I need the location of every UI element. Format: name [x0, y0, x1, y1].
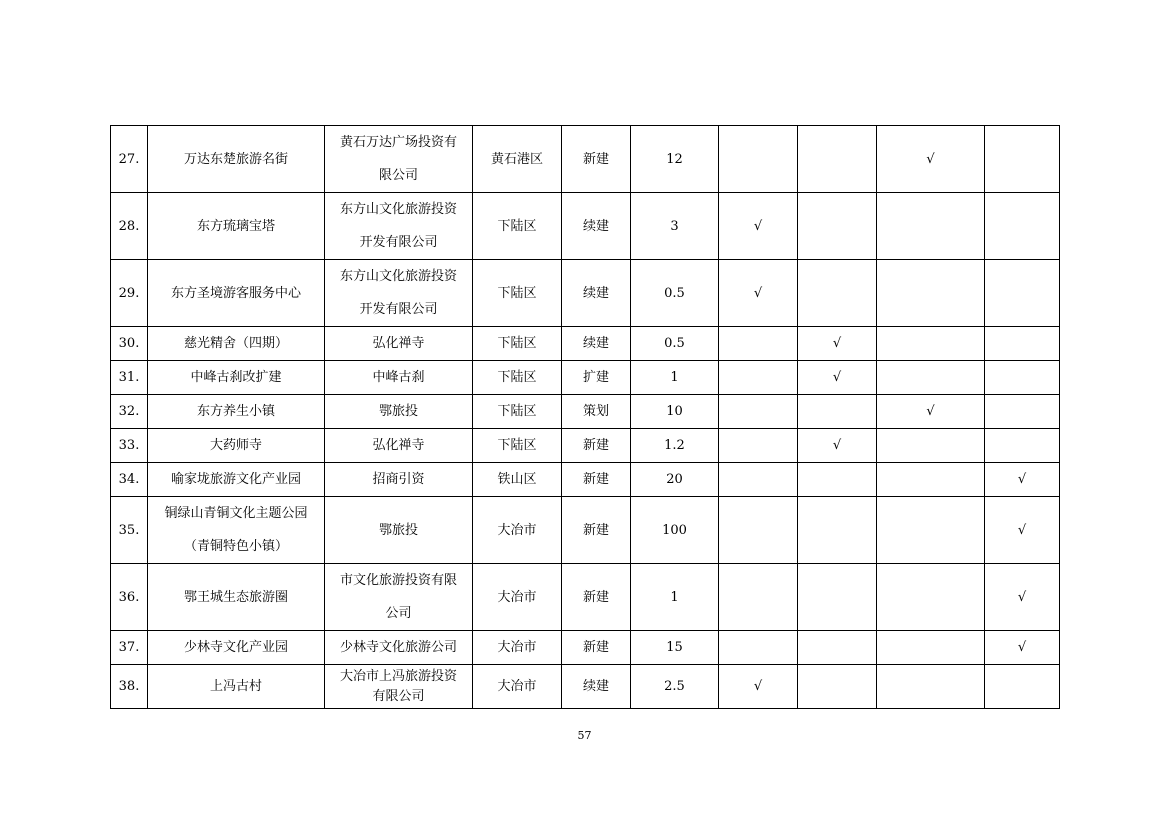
build-type-cell: 新建 — [562, 631, 631, 665]
mark-col-1-cell: √ — [719, 665, 798, 709]
mark-col-3-cell — [877, 665, 985, 709]
mark-col-2-cell: √ — [798, 327, 877, 361]
mark-col-4-cell — [985, 665, 1060, 709]
district-cell: 铁山区 — [473, 463, 562, 497]
mark-col-4-cell — [985, 327, 1060, 361]
mark-col-4-cell — [985, 395, 1060, 429]
row-number-cell: 36. — [111, 564, 148, 631]
project-name-cell: 东方琉璃宝塔 — [148, 193, 325, 260]
project-name-cell: 大药师寺 — [148, 429, 325, 463]
investment-cell: 1.2 — [631, 429, 719, 463]
mark-col-3-cell — [877, 497, 985, 564]
owner-company-cell: 招商引资 — [325, 463, 473, 497]
investment-cell: 1 — [631, 361, 719, 395]
district-cell: 下陆区 — [473, 193, 562, 260]
investment-cell: 3 — [631, 193, 719, 260]
mark-col-3-cell — [877, 193, 985, 260]
mark-col-3-cell — [877, 429, 985, 463]
mark-col-1-cell — [719, 361, 798, 395]
project-name-cell: 中峰古刹改扩建 — [148, 361, 325, 395]
district-cell: 黄石港区 — [473, 126, 562, 193]
table-body — [111, 126, 1060, 709]
project-name-cell: 万达东楚旅游名街 — [148, 126, 325, 193]
project-name-cell: 铜绿山青铜文化主题公园 （青铜特色小镇） — [148, 497, 325, 564]
table-row — [111, 463, 1060, 497]
mark-col-2-cell: √ — [798, 361, 877, 395]
mark-col-4-cell: √ — [985, 497, 1060, 564]
row-number-cell: 37. — [111, 631, 148, 665]
mark-col-1-cell: √ — [719, 193, 798, 260]
mark-col-4-cell — [985, 193, 1060, 260]
owner-company-cell: 东方山文化旅游投资 开发有限公司 — [325, 260, 473, 327]
investment-cell: 1 — [631, 564, 719, 631]
row-number-cell: 33. — [111, 429, 148, 463]
owner-company-cell: 鄂旅投 — [325, 395, 473, 429]
mark-col-1-cell — [719, 497, 798, 564]
mark-col-1-cell — [719, 564, 798, 631]
mark-col-4-cell — [985, 260, 1060, 327]
mark-col-3-cell — [877, 260, 985, 327]
owner-company-cell: 弘化禅寺 — [325, 429, 473, 463]
table-row — [111, 327, 1060, 361]
owner-company-cell: 东方山文化旅游投资 开发有限公司 — [325, 193, 473, 260]
row-number-cell: 29. — [111, 260, 148, 327]
mark-col-2-cell — [798, 631, 877, 665]
row-number-cell: 28. — [111, 193, 148, 260]
table-row — [111, 361, 1060, 395]
investment-cell: 0.5 — [631, 260, 719, 327]
owner-company-cell: 弘化禅寺 — [325, 327, 473, 361]
build-type-cell: 新建 — [562, 429, 631, 463]
mark-col-3-cell — [877, 463, 985, 497]
mark-col-4-cell: √ — [985, 631, 1060, 665]
mark-col-3-cell — [877, 631, 985, 665]
row-number-cell: 31. — [111, 361, 148, 395]
mark-col-4-cell — [985, 361, 1060, 395]
investment-cell: 10 — [631, 395, 719, 429]
mark-col-2-cell — [798, 193, 877, 260]
table-row — [111, 665, 1060, 709]
district-cell: 下陆区 — [473, 260, 562, 327]
owner-company-cell: 少林寺文化旅游公司 — [325, 631, 473, 665]
mark-col-3-cell — [877, 564, 985, 631]
table-row — [111, 260, 1060, 327]
mark-col-2-cell — [798, 665, 877, 709]
project-name-cell: 少林寺文化产业园 — [148, 631, 325, 665]
build-type-cell: 续建 — [562, 260, 631, 327]
mark-col-1-cell — [719, 327, 798, 361]
build-type-cell: 新建 — [562, 497, 631, 564]
mark-col-2-cell — [798, 395, 877, 429]
build-type-cell: 续建 — [562, 327, 631, 361]
mark-col-4-cell — [985, 429, 1060, 463]
table-row — [111, 193, 1060, 260]
owner-company-cell: 大冶市上冯旅游投资 有限公司 — [325, 665, 473, 709]
table-row — [111, 395, 1060, 429]
build-type-cell: 新建 — [562, 126, 631, 193]
project-name-cell: 慈光精舍（四期） — [148, 327, 325, 361]
mark-col-2-cell — [798, 564, 877, 631]
build-type-cell: 新建 — [562, 564, 631, 631]
row-number-cell: 38. — [111, 665, 148, 709]
build-type-cell: 续建 — [562, 193, 631, 260]
mark-col-2-cell — [798, 463, 877, 497]
district-cell: 大冶市 — [473, 564, 562, 631]
owner-company-cell: 黄石万达广场投资有 限公司 — [325, 126, 473, 193]
mark-col-1-cell — [719, 463, 798, 497]
investment-cell: 100 — [631, 497, 719, 564]
mark-col-3-cell: √ — [877, 395, 985, 429]
mark-col-2-cell — [798, 126, 877, 193]
district-cell: 大冶市 — [473, 665, 562, 709]
mark-col-1-cell — [719, 395, 798, 429]
owner-company-cell: 市文化旅游投资有限 公司 — [325, 564, 473, 631]
investment-cell: 2.5 — [631, 665, 719, 709]
page-number: 57 — [577, 729, 592, 742]
row-number-cell: 32. — [111, 395, 148, 429]
table-row — [111, 497, 1060, 564]
mark-col-3-cell: √ — [877, 126, 985, 193]
district-cell: 下陆区 — [473, 327, 562, 361]
mark-col-4-cell: √ — [985, 564, 1060, 631]
build-type-cell: 策划 — [562, 395, 631, 429]
mark-col-2-cell: √ — [798, 429, 877, 463]
project-table — [110, 125, 1060, 709]
project-name-cell: 东方圣境游客服务中心 — [148, 260, 325, 327]
district-cell: 下陆区 — [473, 361, 562, 395]
project-name-cell: 喻家垅旅游文化产业园 — [148, 463, 325, 497]
row-number-cell: 27. — [111, 126, 148, 193]
investment-cell: 15 — [631, 631, 719, 665]
investment-cell: 0.5 — [631, 327, 719, 361]
row-number-cell: 34. — [111, 463, 148, 497]
table-row — [111, 126, 1060, 193]
mark-col-3-cell — [877, 327, 985, 361]
investment-cell: 20 — [631, 463, 719, 497]
district-cell: 下陆区 — [473, 429, 562, 463]
row-number-cell: 30. — [111, 327, 148, 361]
mark-col-1-cell — [719, 631, 798, 665]
mark-col-2-cell — [798, 497, 877, 564]
mark-col-4-cell — [985, 126, 1060, 193]
mark-col-1-cell — [719, 126, 798, 193]
owner-company-cell: 鄂旅投 — [325, 497, 473, 564]
investment-cell: 12 — [631, 126, 719, 193]
project-name-cell: 鄂王城生态旅游圈 — [148, 564, 325, 631]
build-type-cell: 扩建 — [562, 361, 631, 395]
table-row — [111, 429, 1060, 463]
mark-col-3-cell — [877, 361, 985, 395]
project-name-cell: 上冯古村 — [148, 665, 325, 709]
table-row — [111, 564, 1060, 631]
mark-col-4-cell: √ — [985, 463, 1060, 497]
table-row — [111, 631, 1060, 665]
mark-col-1-cell: √ — [719, 260, 798, 327]
build-type-cell: 续建 — [562, 665, 631, 709]
build-type-cell: 新建 — [562, 463, 631, 497]
project-name-cell: 东方养生小镇 — [148, 395, 325, 429]
row-number-cell: 35. — [111, 497, 148, 564]
district-cell: 大冶市 — [473, 631, 562, 665]
district-cell: 大冶市 — [473, 497, 562, 564]
mark-col-1-cell — [719, 429, 798, 463]
mark-col-2-cell — [798, 260, 877, 327]
owner-company-cell: 中峰古刹 — [325, 361, 473, 395]
district-cell: 下陆区 — [473, 395, 562, 429]
